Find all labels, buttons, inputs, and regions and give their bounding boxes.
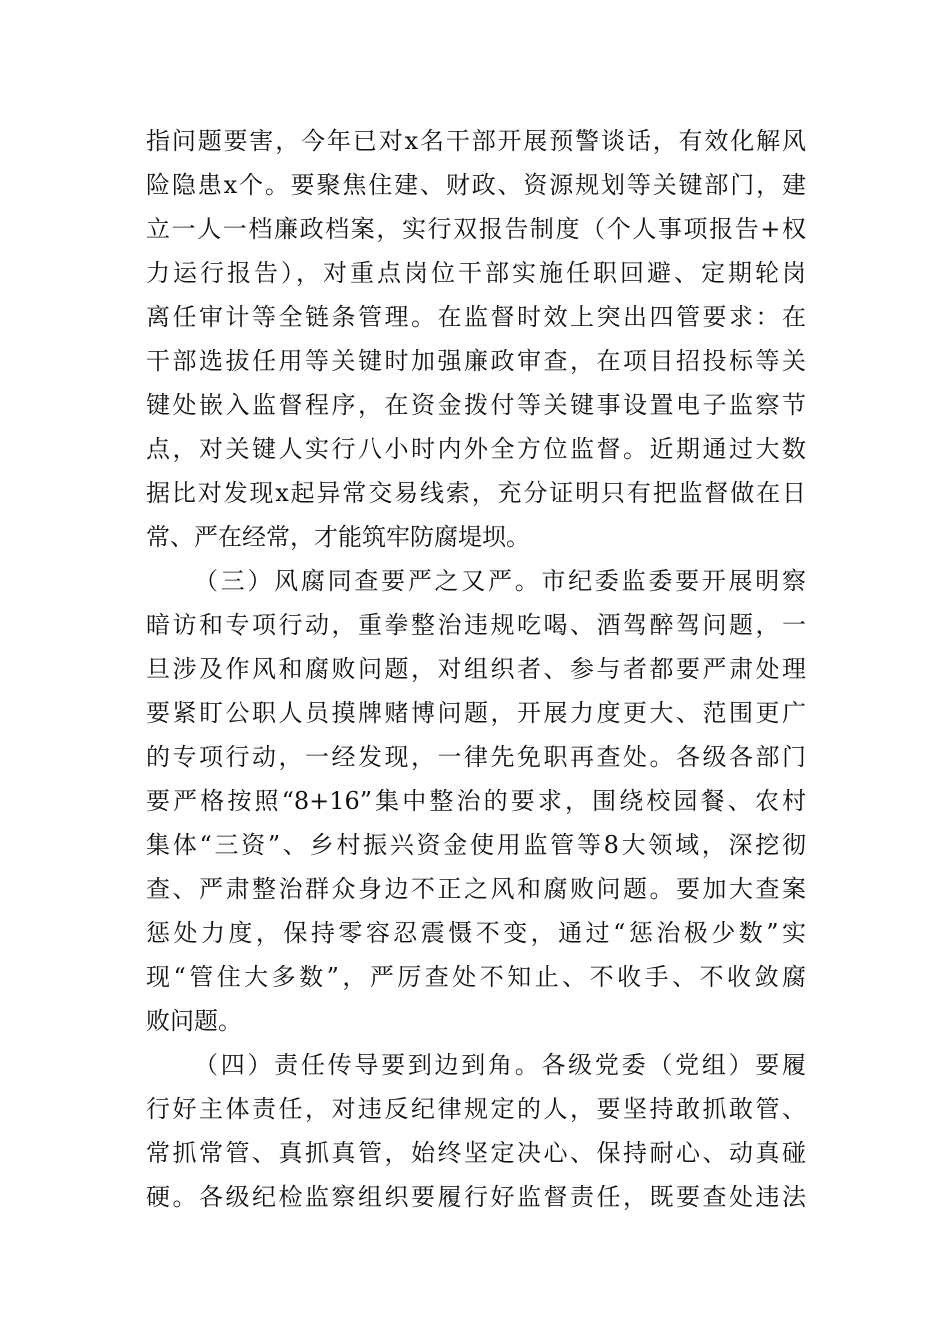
text-line-3: 立一人一档廉政档案，实行双报告制度（个人事项报告+权 [146,215,806,243]
text-line-14: 要紧盯公职人员摸牌赌博问题，开展力度更大、范围更广 [146,699,806,727]
text-line-19: 惩处力度，保持零容忍震慑不变，通过“惩治极少数”实 [146,919,806,947]
section-heading-3: （三）风腐同查要严之又严。市纪委监委要开展明察 [194,567,806,595]
text-line-17: 集体“三资”、乡村振兴资金使用监管等8大领域，深挖彻 [146,831,806,859]
text-line-4: 力运行报告），对重点岗位干部实施任职回避、定期轮岗 [146,259,806,287]
text-line-13: 旦涉及作风和腐败问题，对组织者、参与者都要严肃处理 [146,655,806,683]
text-line-21: 败问题。 [146,1007,242,1035]
text-line-7: 键处嵌入监督程序，在资金拨付等关键事设置电子监察节 [146,391,806,419]
text-line-1: 指问题要害，今年已对x名干部开展预警谈话，有效化解风 [146,127,806,155]
text-line-20: 现“管住大多数”，严厉查处不知止、不收手、不收敛腐 [146,963,806,991]
text-line-6: 干部选拔任用等关键时加强廉政审查，在项目招投标等关 [146,347,806,375]
text-line-8: 点，对关键人实行八小时内外全方位监督。近期通过大数 [146,435,806,463]
text-line-16: 要严格按照“8+16”集中整治的要求，围绕校园餐、农村 [146,787,806,815]
text-line-15: 的专项行动，一经发现，一律先免职再查处。各级各部门 [146,743,806,771]
text-line-12: 暗访和专项行动，重拳整治违规吃喝、酒驾醉驾问题，一 [146,611,806,639]
text-line-23: 行好主体责任，对违反纪律规定的人，要坚持敢抓敢管、 [146,1095,806,1123]
text-line-24: 常抓常管、真抓真管，始终坚定决心、保持耐心、动真碰 [146,1139,806,1167]
text-line-2: 险隐患x个。要聚焦住建、财政、资源规划等关键部门，建 [146,171,806,199]
text-line-5: 离任审计等全链条管理。在监督时效上突出四管要求：在 [146,303,806,331]
text-line-10: 常、严在经常，才能筑牢防腐堤坝。 [146,523,530,551]
text-line-9: 据比对发现x起异常交易线索，充分证明只有把监督做在日 [146,479,806,507]
section-heading-4: （四）责任传导要到边到角。各级党委（党组）要履 [194,1051,806,1079]
text-line-25: 硬。各级纪检监察组织要履行好监督责任，既要查处违法 [146,1183,806,1211]
text-line-18: 查、严肃整治群众身边不正之风和腐败问题。要加大查案 [146,875,806,903]
